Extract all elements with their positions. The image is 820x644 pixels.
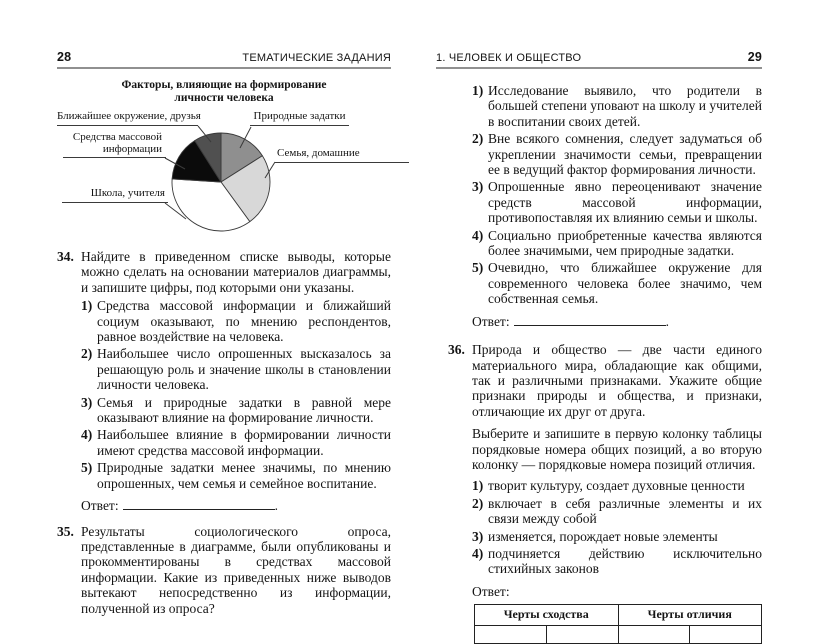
question-35 xyxy=(57,524,391,616)
answer-blank xyxy=(514,314,666,326)
list-item xyxy=(472,260,762,306)
question-instruction: Выберите и запишите в первую колонку таблицы порядковые номера общих позиций, а во вторую колонку — порядковые номера позиций отличия. xyxy=(472,426,762,472)
question-34 xyxy=(57,249,391,514)
item-text: Наибольшее влияние в формировании личности имеют средства массовой информации. xyxy=(97,427,391,458)
list-item xyxy=(81,395,391,426)
question-36-options xyxy=(448,478,762,576)
item-number: 2) xyxy=(81,346,93,362)
item-text: Очевидно, что ближайшее окружение для современного человека более значимо, чем собственная семья. xyxy=(488,260,762,307)
item-number: 5) xyxy=(81,460,93,476)
pie-slices xyxy=(172,133,270,231)
question-36 xyxy=(448,342,762,644)
list-item xyxy=(81,427,391,458)
item-number: 3) xyxy=(472,179,484,195)
running-title: ТЕМАТИЧЕСКИЕ ЗАДАНИЯ xyxy=(242,52,391,64)
question-number: 35. xyxy=(57,523,74,539)
pie-label-blizhayshee-okruzhenie: Ближайшее окружение, друзья xyxy=(57,111,198,126)
list-item xyxy=(472,83,762,129)
item-number: 1) xyxy=(472,83,484,98)
item-number: 4) xyxy=(472,545,484,561)
question-number: 36. xyxy=(448,342,465,358)
question-text: Результаты социологического опроса, представленные в диаграмме, были опубликованы и прокомментированы в средствах массовой информации. Какие из приведенных ниже выводов вытекают непосредственно из информации, полученной из опроса? xyxy=(81,523,391,616)
item-text: Вне всякого сомнения, следует задуматься об укреплении значимости семьи, превращении ее в ведущий фактор формирования личности. xyxy=(488,131,762,178)
pie-chart xyxy=(57,106,391,236)
item-text: творит культуру, создает духовные ценности xyxy=(488,478,745,494)
list-item xyxy=(472,529,762,544)
table-cell-empty xyxy=(618,625,690,643)
page-number-right: 29 xyxy=(747,50,762,64)
list-item xyxy=(472,496,762,527)
list-item xyxy=(472,179,762,225)
table-header-row xyxy=(475,605,762,625)
item-number: 2) xyxy=(472,495,484,511)
item-text: изменяется, порождает новые элементы xyxy=(488,528,718,544)
answer-line xyxy=(472,314,762,329)
item-number: 5) xyxy=(472,260,484,276)
list-item xyxy=(472,478,762,493)
list-item xyxy=(472,131,762,177)
page-right-header xyxy=(436,50,762,69)
answer-period: . xyxy=(665,313,669,329)
table-cell-empty xyxy=(546,625,618,643)
question-text: Найдите в приведенном списке выводы, которые можно сделать на основании материалов диаграммы, и запишите цифры, под которыми они указаны. xyxy=(81,249,391,295)
pie-label-smi: Средства массовой информации xyxy=(63,132,166,158)
answer-label: Ответ: xyxy=(472,583,510,599)
item-text: Опрошенные явно переоценивают значение средств массовой информации, противопоставляя их влиянию семьи и школы. xyxy=(488,179,762,226)
item-text: включает в себя различные элементы и их связи между собой xyxy=(488,495,762,527)
chart-title xyxy=(74,79,374,105)
pie-label-shkola: Школа, учителя xyxy=(62,188,168,203)
pie-chart-figure xyxy=(57,79,391,239)
table-row xyxy=(475,625,762,643)
item-number: 1) xyxy=(81,298,93,314)
chart-title-line1: Факторы, влияющие на формирование xyxy=(121,79,327,91)
item-number: 4) xyxy=(472,227,484,243)
table-header-differences: Черты отличия xyxy=(618,605,762,625)
answer-table xyxy=(474,604,762,643)
item-number: 4) xyxy=(81,427,93,443)
page-right xyxy=(436,50,762,644)
question-35-options xyxy=(448,83,762,307)
item-text: Наибольшее число опрошенных высказалось за решающую роль и значение школы в становлении личности человека. xyxy=(97,346,391,393)
pie-label-semya: Семья, домашние xyxy=(275,148,409,163)
item-text: Семья и природные задатки в равной мере оказывают влияние на формирование личности. xyxy=(97,394,391,426)
pie-label-prirodnye-zadatki: Природные задатки xyxy=(250,111,349,126)
item-text: Природные задатки менее значимы, по мнению опрошенных, чем семья и семейное воспитание. xyxy=(97,460,391,491)
page-left xyxy=(57,50,391,616)
item-text: Социально приобретенные качества являются более значимыми, чем природные задатки. xyxy=(488,227,762,259)
item-text: Исследование выявило, что родители в большей степени уповают на школу и учителей в воспитании своих детей. xyxy=(488,83,762,129)
list-item xyxy=(472,228,762,259)
item-text: подчиняется действию исключительно стихийных законов xyxy=(488,545,762,577)
question-number: 34. xyxy=(57,249,74,264)
answer-label: Ответ: xyxy=(472,313,510,329)
list-item xyxy=(81,298,391,344)
answer-line xyxy=(472,584,762,599)
question-text: Природа и общество — две части единого материального мира, обладающие как общими, так и различными признаками. Укажите общие признаки природы и общества, и признаки, отличающие их друг от друга. xyxy=(472,342,762,419)
list-item xyxy=(472,546,762,577)
item-number: 2) xyxy=(472,131,484,147)
answer-blank xyxy=(123,498,275,510)
question-34-options xyxy=(57,298,391,491)
list-item xyxy=(81,346,391,392)
item-text: Средства массовой информации и ближайший социум оказывают, по мнению респондентов, равное воздействие на человека. xyxy=(97,298,391,345)
list-item xyxy=(81,460,391,491)
table-cell-empty xyxy=(690,625,762,643)
question-35-options-block xyxy=(448,83,762,329)
section-title: 1. ЧЕЛОВЕК И ОБЩЕСТВО xyxy=(436,52,582,64)
item-number: 1) xyxy=(472,478,484,494)
item-number: 3) xyxy=(472,528,484,544)
table-header-similarities: Черты сходства xyxy=(475,605,619,625)
answer-period: . xyxy=(274,498,278,514)
answer-label: Ответ: xyxy=(81,498,119,514)
table-cell-empty xyxy=(475,625,547,643)
answer-line xyxy=(81,498,391,513)
chart-title-line2: личности человека xyxy=(174,92,274,104)
item-number: 3) xyxy=(81,394,93,410)
page-left-header xyxy=(57,50,391,69)
page-number-left: 28 xyxy=(57,50,72,64)
